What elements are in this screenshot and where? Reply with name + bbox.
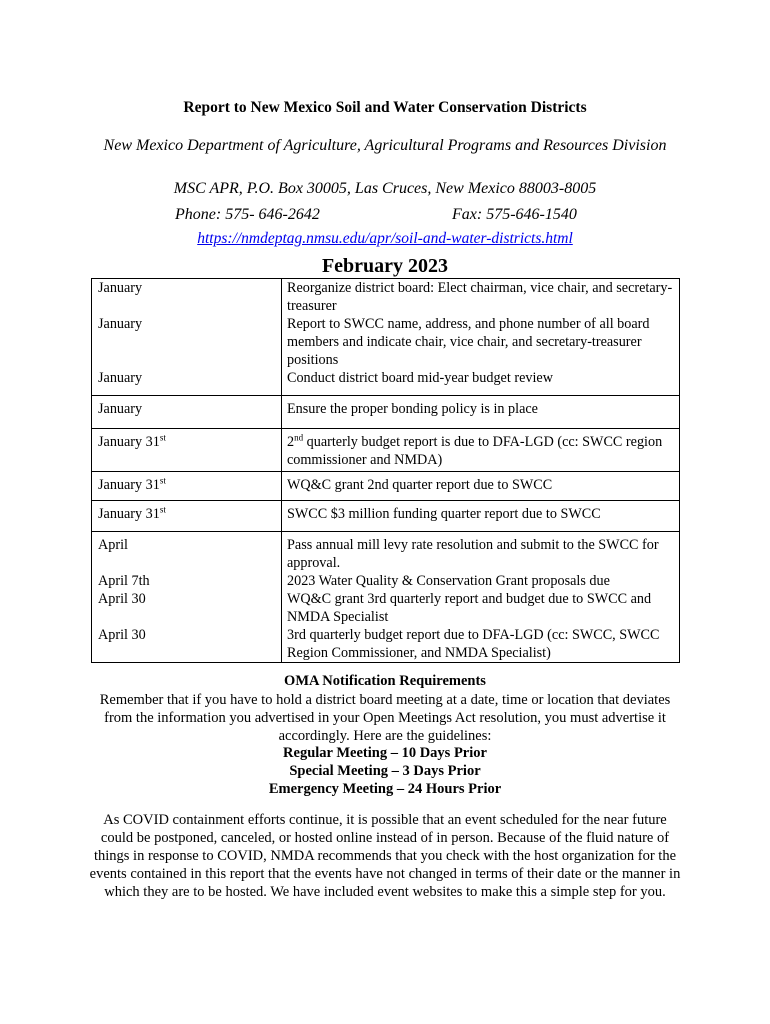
deadline-calendar-table [91, 278, 680, 663]
task-cell [282, 532, 680, 663]
agency-name: New Mexico Department of Agriculture, Agricultural Programs and Resources Division [103, 137, 667, 154]
phone-number: Phone: 575- 646-2642 [175, 206, 320, 223]
table-row [92, 472, 680, 501]
date-entry: April [98, 537, 128, 553]
date-entry: April 30 [98, 591, 146, 607]
date-cell [92, 429, 282, 472]
task-entry: WQ&C grant 3rd quarterly report and budget due to SWCC and NMDA Specialist [287, 591, 652, 625]
date-entry: January [98, 370, 143, 386]
date-entry: January [98, 280, 143, 296]
date-entry: April 30 [98, 627, 146, 643]
table-row [92, 501, 680, 532]
task-entry: SWCC $3 million funding quarter report due to SWCC [287, 506, 601, 522]
date-cell [92, 396, 282, 429]
table-row [92, 396, 680, 429]
date-entry: January 31st [98, 475, 166, 493]
regular-meeting-rule: Regular Meeting – 10 Days Prior [283, 745, 487, 761]
task-cell [282, 501, 680, 532]
task-cell [282, 279, 680, 396]
report-month: February 2023 [321, 255, 449, 277]
task-entry: WQ&C grant 2nd quarter report due to SWCC [287, 477, 553, 493]
date-entry: January [98, 401, 143, 417]
date-entry: January 31st [98, 432, 166, 450]
task-cell [282, 472, 680, 501]
special-meeting-rule: Special Meeting – 3 Days Prior [289, 763, 481, 779]
emergency-meeting-rule: Emergency Meeting – 24 Hours Prior [268, 781, 502, 797]
table-row [92, 279, 680, 396]
task-entry: Report to SWCC name, address, and phone number of all board members and indicate chair, vice chair, and secretary-treasurer positions [287, 316, 650, 368]
table-row [92, 429, 680, 472]
date-cell [92, 532, 282, 663]
covid-notice: As COVID containment efforts continue, it is possible that an event scheduled for the near future could be postponed, canceled, or hosted online instead of in person. Because of the fluid nature of things in response to COVID, NMDA recommends that you check with the host organization for the events contained in this report that the events have not changed in terms of their date or the manner in which they are to be hosted. We have included event websites to make this a simple step for you. [89, 812, 681, 900]
task-entry: Pass annual mill levy rate resolution and submit to the SWCC for approval. [287, 537, 659, 571]
website-link[interactable]: https://nmdeptag.nmsu.edu/apr/soil-and-water-districts.html [197, 230, 573, 247]
task-entry: 3rd quarterly budget report due to DFA-LGD (cc: SWCC, SWCC Region Commissioner, and NMDA Specialist) [287, 627, 660, 661]
date-cell [92, 472, 282, 501]
task-entry: Conduct district board mid-year budget review [287, 370, 553, 386]
task-entry: Reorganize district board: Elect chairman, vice chair, and secretary-treasurer [287, 280, 673, 314]
oma-heading: OMA Notification Requirements [284, 673, 486, 689]
date-entry: April 7th [98, 573, 150, 589]
mailing-address: MSC APR, P.O. Box 30005, Las Cruces, New Mexico 88003-8005 [173, 180, 597, 197]
task-cell [282, 429, 680, 472]
task-entry: 2nd quarterly budget report is due to DFA-LGD (cc: SWCC region commissioner and NMDA) [287, 432, 663, 468]
task-cell [282, 396, 680, 429]
oma-paragraph: Remember that if you have to hold a district board meeting at a date, time or location that deviates from the information you advertised in your Open Meetings Act resolution, you must advertise it accordingly. Here are the guidelines: [99, 692, 671, 744]
table-row [92, 532, 680, 663]
fax-number: Fax: 575-646-1540 [452, 206, 577, 223]
date-cell [92, 279, 282, 396]
report-title: Report to New Mexico Soil and Water Conservation Districts [183, 99, 587, 116]
date-entry: January 31st [98, 504, 166, 522]
date-cell [92, 501, 282, 532]
task-entry: 2023 Water Quality & Conservation Grant proposals due [287, 573, 610, 589]
task-entry: Ensure the proper bonding policy is in place [287, 401, 538, 417]
date-entry: January [98, 316, 143, 332]
